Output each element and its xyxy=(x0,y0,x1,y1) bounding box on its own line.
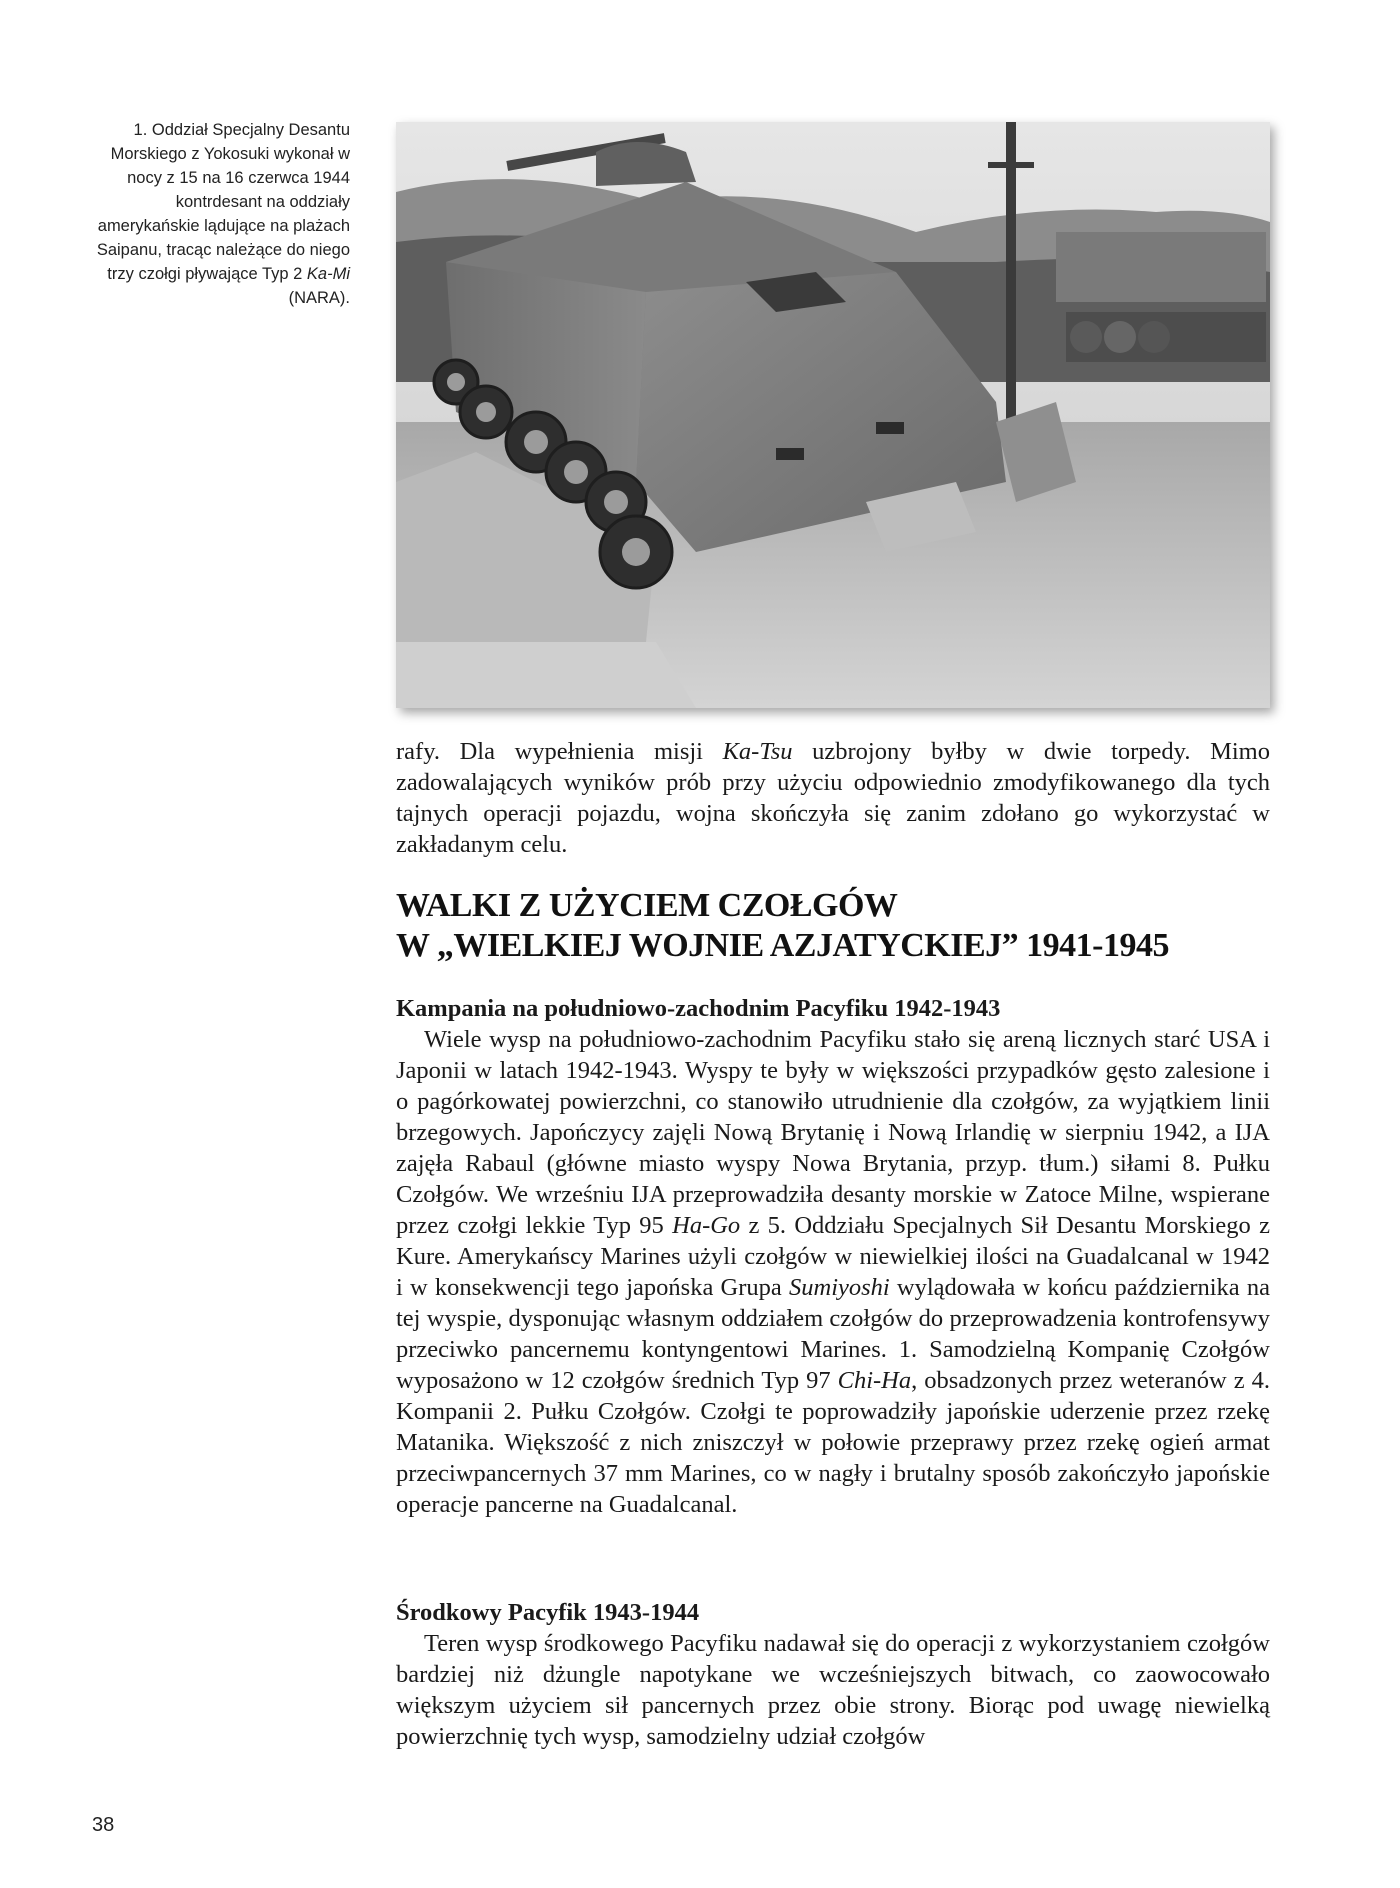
section-title-southwest-pacific: Kampania na południowo-zachodnim Pacyfiku 1942-1943 xyxy=(396,995,1001,1022)
chapter-heading xyxy=(396,886,1270,966)
section-body-central-pacific: Teren wysp środkowego Pacyfiku nadawał się do operacji z wykorzystaniem czołgów bardziej niż dżungle napotykane we wcześniejszych bitwach, co zaowocowało większym użyciem sił pancernych przez obie strony. Biorąc pod uwagę niewielką powierzchnię tych wysp, samodzielny udział czołgów xyxy=(396,1630,1270,1750)
tank-photo xyxy=(396,122,1270,708)
intro-paragraph: rafy. Dla wypełnienia misji Ka-Tsu uzbrojony byłby w dwie torpedy. Mimo zadowalających wyników prób przy użyciu odpowiednio zmodyfikowanego dla tych tajnych operacji pojazdu, wojna skończyła się zanim zdołano go wykorzystać w zakładanym celu. xyxy=(396,738,1270,858)
chapter-heading-line2: W „WIELKIEJ WOJNIE AZJATYCKIEJ” 1941-1945 xyxy=(396,927,1169,964)
section-body-southwest-pacific: Wiele wysp na południowo-zachodnim Pacyfiku stało się areną licznych starć USA i Japonii w latach 1942-1943. Wyspy te były w większości przypadków gęsto zalesione i o pagórkowatej powierzchni, co stanowiło utrudnienie dla czołgów, za wyjątkiem linii brzegowych. Japończycy zajęli Nową Brytanię i Nową Irlandię w sierpniu 1942, a IJA zajęła Rabaul (główne miasto wyspy Nowa Brytania, przyp. tłum.) siłami 8. Pułku Czołgów. We wrześniu IJA przeprowadziła desanty morskie w Zatoce Milne, wspierane przez czołgi lekkie Typ 95 Ha-Go z 5. Oddziału Specjalnych Sił Desantu Morskiego z Kure. Amerykańscy Marines użyli czołgów w niewielkiej ilości na Guadalcanal w 1942 i w konsekwencji tego japońska Grupa Sumiyoshi wylądowała w końcu października na tej wyspie, dysponując własnym oddziałem czołgów do przeprowadzenia kontrofensywy przeciwko pancernemu kontyngentowi Marines. 1. Samodzielną Kompanię Czołgów wyposażono w 12 czołgów średnich Typ 97 Chi-Ha, obsadzonych przez weteranów z 4. Kompanii 2. Pułku Czołgów. Czołgi te poprowadziły japońskie uderzenie przez rzekę Matanika. Większość z nich zniszczył w połowie przeprawy przez rzekę ogień armat przeciwpancernych 37 mm Marines, co w nagły i brutalny sposób zakończyło japońskie operacje pancerne na Guadalcanal. xyxy=(396,1026,1270,1518)
chapter-heading-line1: WALKI Z UŻYCIEM CZOŁGÓW xyxy=(396,887,898,924)
section-title-central-pacific: Środkowy Pacyfik 1943-1944 xyxy=(396,1599,700,1626)
photo-caption: 1. Oddział Specjalny Desantu Morskiego z Yokosuki wykonał w nocy z 15 na 16 czerwca 1944 kontrdesant na oddziały amerykańskie lądujące na plażach Saipanu, tracąc należące do niego trzy czołgi pływające Typ 2 Ka-Mi (NARA). xyxy=(96,121,350,307)
page-number: 38 xyxy=(92,1814,115,1836)
